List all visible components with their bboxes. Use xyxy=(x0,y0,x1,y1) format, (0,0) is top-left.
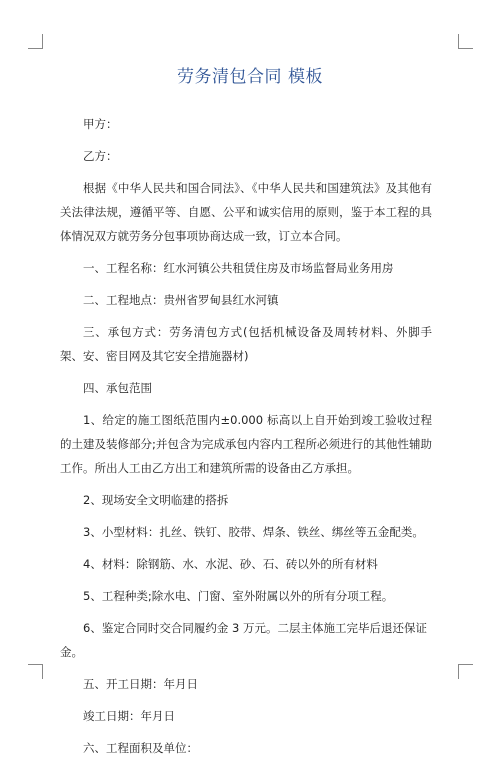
scope-item-1: 1、给定的施工图纸范围内±0.000 标高以上自开始到竣工验收过程的土建及装修部分;并包含为完成承包内容内工程所必须进行的其他性辅助工作。所出人工由乙方出工和建筑所需的设备由乙方承担。 xyxy=(60,413,432,475)
party-b-line: 乙方： xyxy=(83,149,118,163)
scope-item-4: 4、材料：除钢筋、水、水泥、砂、石、砖以外的所有材料 xyxy=(83,557,378,571)
crop-mark-top-left xyxy=(28,34,43,49)
project-name-line: 一、工程名称：红水河镇公共租赁住房及市场监督局业务用房 xyxy=(83,261,394,275)
scope-item-6: 6、鉴定合同时交合同履约金 3 万元。二层主体施工完毕后退还保证金。 xyxy=(60,621,427,659)
crop-mark-bottom-left xyxy=(28,664,43,679)
document-body xyxy=(60,112,432,768)
contract-method-paragraph: 三、承包方式：劳务清包方式(包括机械设备及周转材料、外脚手架、安、密目网及其它安全措施器材) xyxy=(60,325,432,363)
intro-paragraph: 根据《中华人民共和国合同法》、《中华人民共和国建筑法》及其他有关法律法规，遵循平等、自愿、公平和诚实信用的原则，鉴于本工程的具体情况双方就劳务分包事项协商达成一致，订立本合同。 xyxy=(60,181,432,243)
document-title: 劳务清包合同 模板 xyxy=(177,67,323,87)
project-location-line: 二、工程地点：贵州省罗甸县红水河镇 xyxy=(83,293,279,307)
crop-mark-top-right xyxy=(458,34,473,49)
area-unit-line: 六、工程面积及单位： xyxy=(83,741,198,755)
scope-item-3: 3、小型材料：扎丝、铁钉、胶带、焊条、铁丝、绑丝等五金配类。 xyxy=(83,525,424,539)
crop-mark-bottom-right xyxy=(458,664,473,679)
scope-heading: 四、承包范围 xyxy=(83,381,152,395)
party-a-line: 甲方： xyxy=(83,117,118,131)
scope-item-2: 2、现场安全文明临建的搭拆 xyxy=(83,493,229,507)
scope-item-5: 5、工程种类;除水电、门窗、室外附属以外的所有分项工程。 xyxy=(83,589,394,603)
completion-date-line: 竣工日期：年月日 xyxy=(83,709,175,723)
start-date-line: 五、开工日期：年月日 xyxy=(83,677,198,691)
